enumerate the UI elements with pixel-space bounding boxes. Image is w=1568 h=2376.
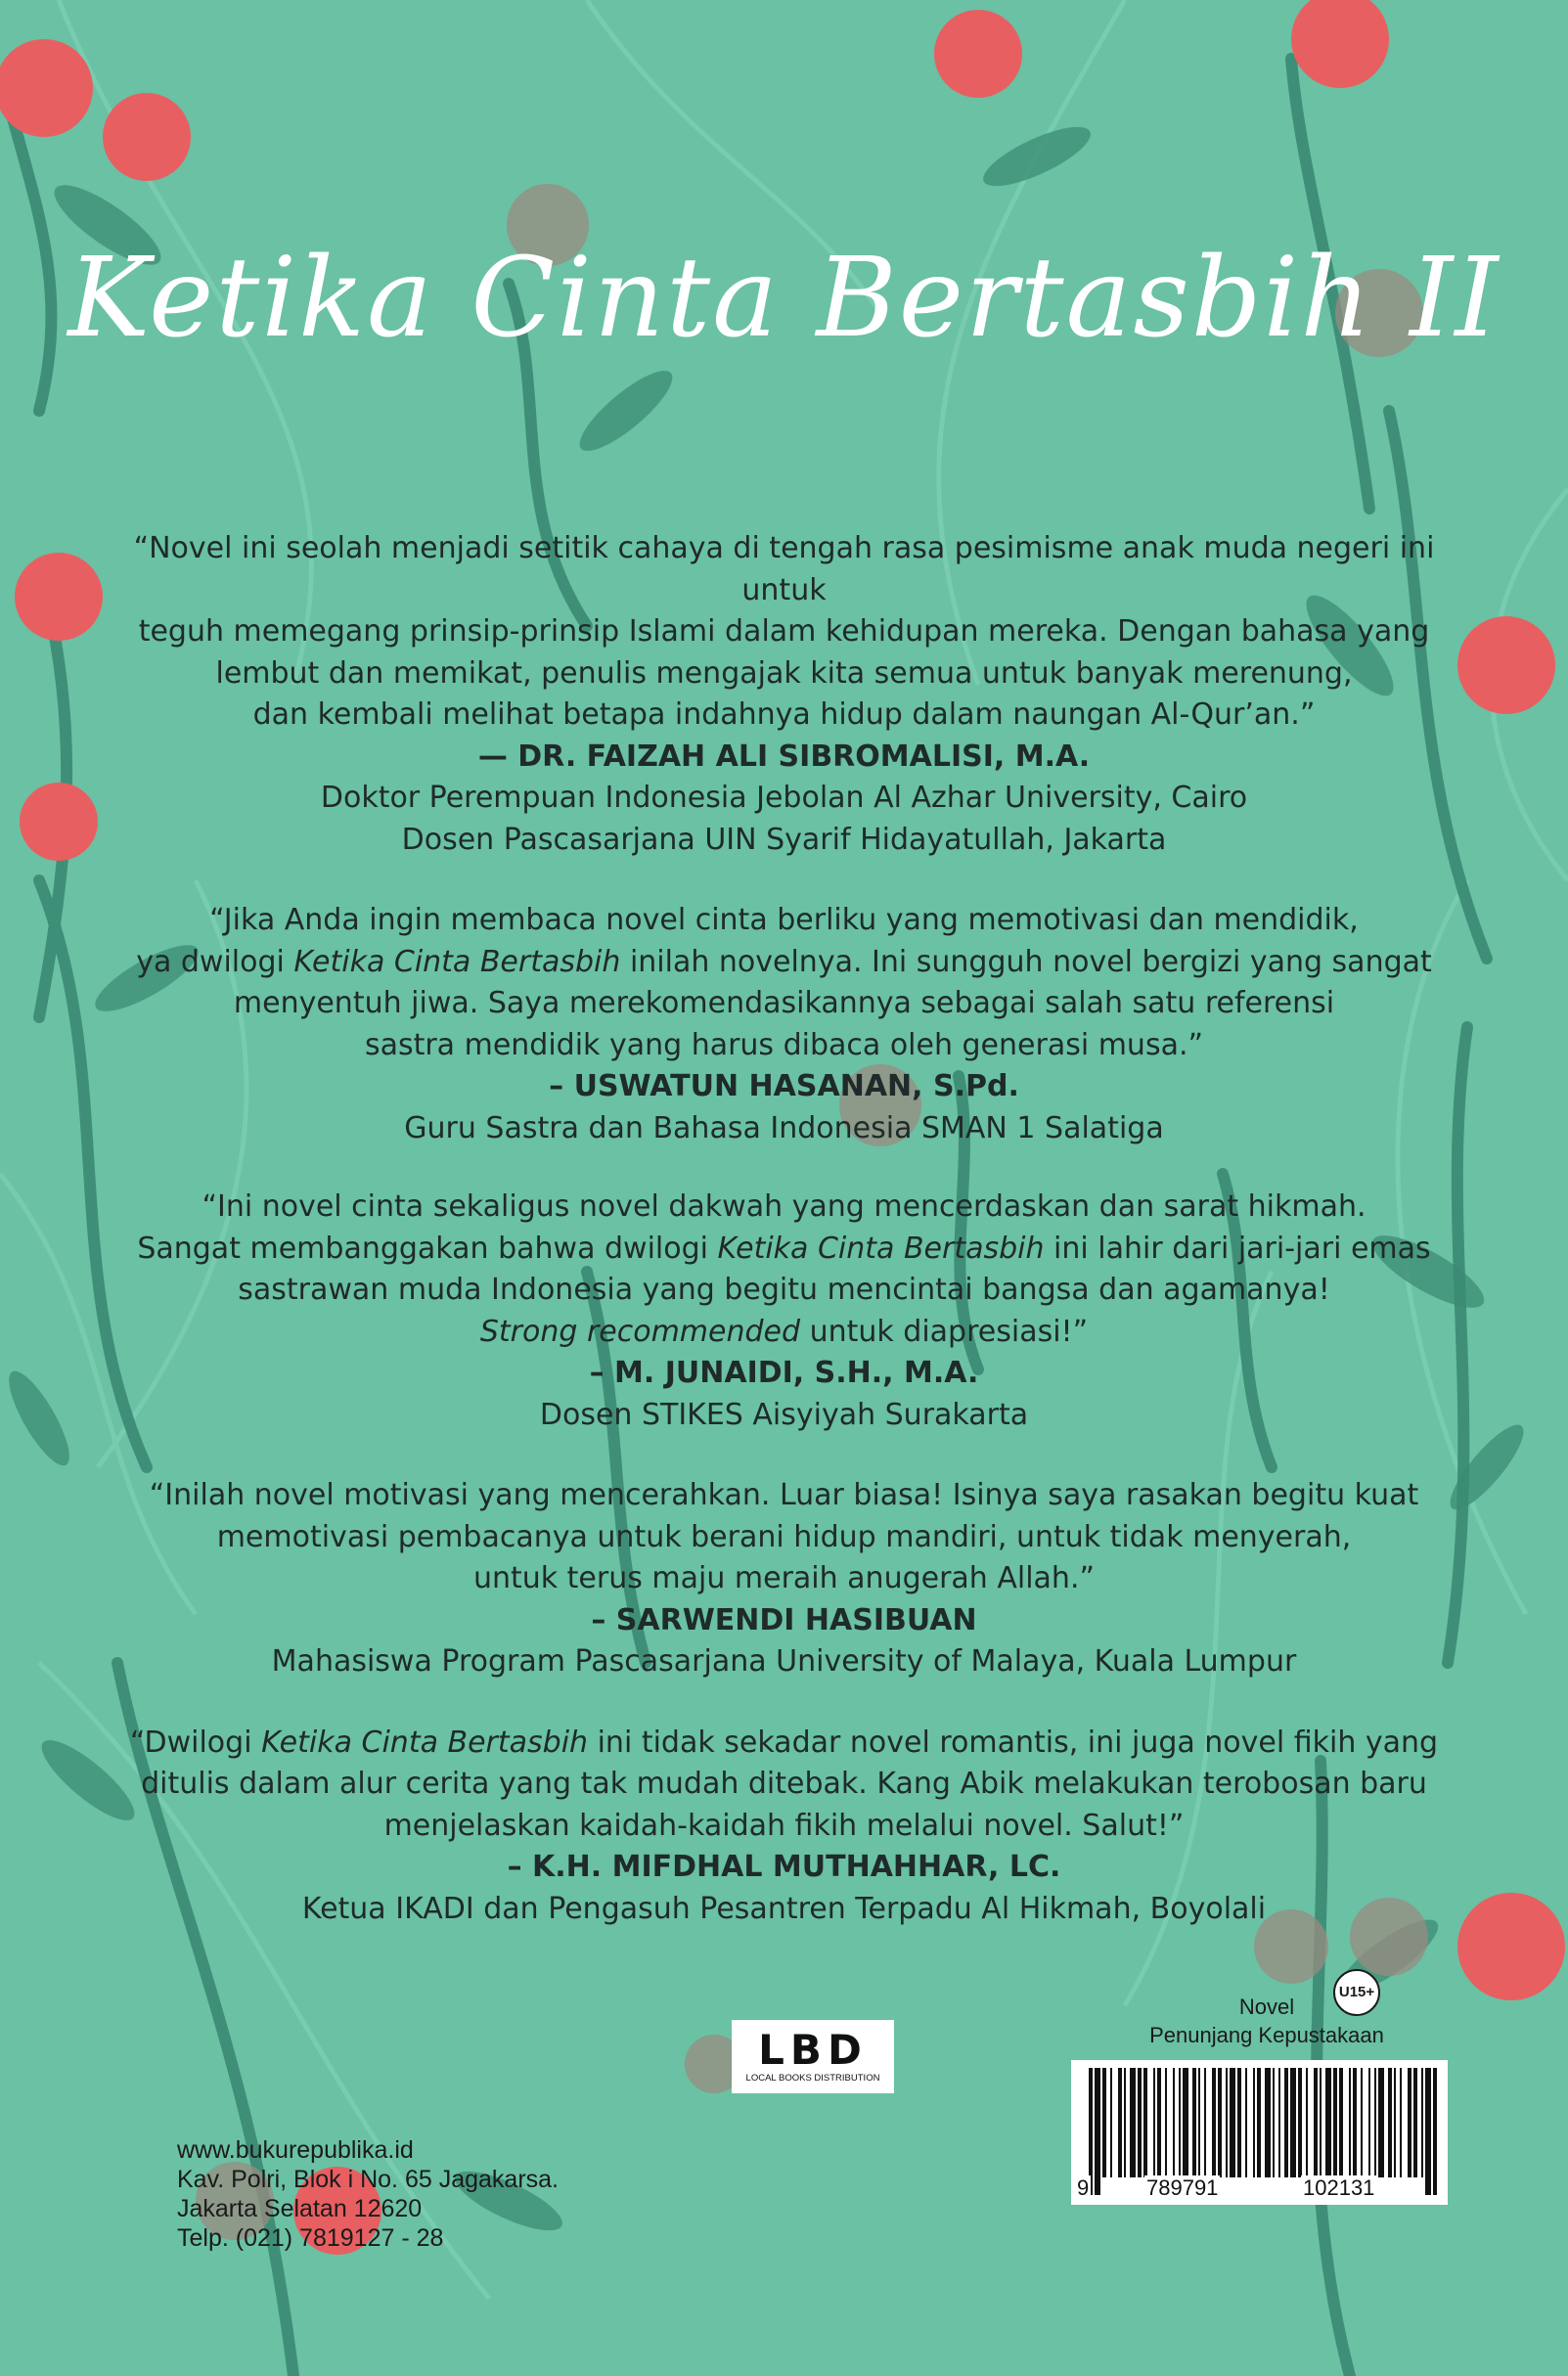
review-author: – SARWENDI HASIBUAN [591,1602,977,1637]
barcode-digits-left: 789791 [1146,2175,1219,2200]
barcode-bar [1298,2068,1302,2177]
review-quote-line: “Ini novel cinta sekaligus novel dakwah yang mencerdaskan dan sarat hikmah. [202,1189,1366,1224]
barcode-bar [1253,2068,1255,2177]
review-quote-line: menyentuh jiwa. Saya merekomendasikannya sebagai salah satu referensi [233,986,1335,1020]
review-quote-line: “Jika Anda ingin membaca novel cinta berliku yang memotivasi dan mendidik, [209,903,1359,937]
review-quote-line: “Dwilogi Ketika Cinta Bertasbih ini tidak sekadar novel romantis, ini juga novel fikih yang [129,1725,1439,1760]
barcode-bar [1400,2068,1402,2177]
review-3 [117,1187,1451,1436]
barcode-bar [1110,2068,1112,2177]
review-author: — DR. FAIZAH ALI SIBROMALISI, M.A. [477,739,1091,774]
barcode-bar [1388,2068,1392,2177]
barcode-bar [1353,2068,1357,2177]
barcode-digits-right: 102131 [1303,2175,1375,2200]
barcode-bar [1192,2068,1196,2177]
book-title: Ketika Cinta Bertasbih II [67,235,1501,362]
publisher-address [177,2135,559,2253]
barcode-bar [1198,2068,1200,2177]
review-affiliation: Ketua IKADI dan Pengasuh Pesantren Terpadu Al Hikmah, Boyolali [301,1891,1267,1926]
barcode-bar [1349,2068,1351,2177]
barcode-bar [1237,2068,1241,2177]
barcode-bar [1204,2068,1206,2177]
barcode-bar [1102,2068,1106,2177]
barcode-bar [1378,2068,1384,2177]
barcode-bar [1325,2068,1331,2177]
barcode-bar [1245,2068,1247,2177]
review-1 [117,528,1451,861]
barcode-bar [1306,2068,1308,2177]
barcode-bar [1421,2068,1423,2177]
barcode-bar [1157,2068,1161,2177]
barcode-bar [1361,2068,1363,2177]
barcode-bar [1165,2068,1167,2177]
logo-subtitle: LOCAL BOOKS DISTRIBUTION [745,2073,880,2084]
address-line: Kav. Polri, Blok i No. 65 Jagakarsa. [177,2166,559,2193]
review-quote-line: teguh memegang prinsip-prinsip Islami dalam kehidupan mereka. Dengan bahasa yang [138,614,1430,649]
review-quote-line: memotivasi pembacanya untuk berani hidup mandiri, untuk tidak menyerah, [216,1519,1352,1554]
age-rating-badge: U15+ [1333,1969,1380,2016]
review-affiliation: Dosen STIKES Aisyiyah Surakarta [539,1397,1029,1432]
barcode-bar [1179,2068,1181,2177]
reviews-section [117,528,1451,1930]
review-quote-line: menjelaskan kaidah-kaidah fikih melalui novel. Salut!” [383,1808,1185,1843]
barcode-bar [1290,2068,1296,2177]
barcode-bar [1394,2068,1396,2177]
barcode-bar [1130,2068,1136,2177]
review-quote-line: ditulis dalam alur cerita yang tak mudah ditebak. Kang Abik melakukan terobosan baru [141,1767,1427,1801]
review-quote-line: “Novel ini seolah menjadi setitik cahaya di tengah rasa pesimisme anak muda negeri ini untuk [133,531,1435,607]
barcode-bar [1138,2068,1142,2177]
barcode-bar [1226,2068,1228,2177]
barcode-bar [1173,2068,1175,2177]
barcode-bar [1333,2068,1337,2177]
barcode-bar [1124,2068,1126,2177]
barcode-bar [1095,2068,1100,2195]
barcode-bar [1284,2068,1288,2177]
review-author: – M. JUNAIDI, S.H., M.A. [589,1356,979,1390]
barcode-bar [1218,2068,1222,2177]
review-2 [117,900,1451,1149]
category-label: Novel [1238,1995,1295,2019]
review-quote-line: lembut dan memikat, penulis mengajak kita semua untuk banyak merenung, [215,655,1353,691]
review-quote-line: untuk terus maju meraih anugerah Allah.” [472,1561,1096,1595]
review-quote-line: “Inilah novel motivasi yang mencerahkan. Luar biasa! Isinya saya rasakan begitu kuat [149,1478,1419,1512]
review-quote-line: dan kembali melihat betapa indahnya hidup dalam naungan Al-Qur’an.” [252,697,1316,732]
isbn-barcode [1071,2060,1448,2205]
publisher-website: www.bukurepublika.id [177,2136,414,2164]
barcode-bar [1278,2068,1280,2177]
review-affiliation: Mahasiswa Program Pascasarjana University of Malaya, Kuala Lumpur [271,1644,1297,1679]
barcode-bar [1433,2068,1437,2195]
barcode-bar [1314,2068,1318,2177]
publisher-phone: Telp. (021) 7819127 - 28 [177,2224,444,2252]
barcode-bar [1265,2068,1271,2177]
review-quote-line: sastrawan muda Indonesia yang begitu mencintai bangsa dan agamanya! [238,1273,1330,1307]
barcode-bar [1368,2068,1370,2177]
review-author: – K.H. MIFDHAL MUTHAHHAR, LC. [507,1850,1061,1884]
barcode-bar [1425,2068,1431,2195]
review-4 [117,1475,1451,1683]
barcode-bar [1230,2068,1235,2177]
barcode-bar [1118,2068,1122,2177]
review-author: – USWATUN HASANAN, S.Pd. [549,1069,1019,1103]
address-line: Jakarta Selatan 12620 [177,2195,423,2222]
review-quote-line: Strong recommended untuk diapresiasi!” [479,1314,1089,1349]
publisher-logo [732,2020,894,2093]
review-5 [117,1723,1451,1931]
barcode-bar [1153,2068,1155,2177]
barcode-bar [1374,2068,1376,2177]
barcode-bar [1257,2068,1261,2177]
barcode-bar [1212,2068,1216,2177]
barcode-bar [1413,2068,1417,2177]
logo-mark: LBD [758,2026,868,2074]
review-quote-line: ya dwilogi Ketika Cinta Bertasbih inilah novelnya. Ini sungguh novel bergizi yang sangat [136,944,1432,979]
barcode-bar [1320,2068,1322,2177]
barcode-bar [1339,2068,1343,2177]
review-quote-line: Sangat membanggakan bahwa dwilogi Ketika Cinta Bertasbih ini lahir dari jari-jari emas [137,1231,1431,1266]
category-sublabel: Penunjang Kepustakaan [1149,2023,1384,2047]
barcode-bar [1143,2068,1147,2177]
review-affiliation: Doktor Perempuan Indonesia Jebolan Al Azhar University, Cairo [320,781,1248,815]
barcode-bar [1408,2068,1411,2177]
barcode-bar [1273,2068,1275,2177]
barcode-bars [1071,2060,1448,2205]
review-affiliation: Dosen Pascasarjana UIN Syarif Hidayatullah, Jakarta [401,822,1167,857]
review-quote-line: sastra mendidik yang harus dibaca oleh generasi musa.” [364,1027,1204,1062]
review-affiliation: Guru Sastra dan Bahasa Indonesia SMAN 1 Salatiga [404,1110,1164,1145]
barcode-digit-lead: 9 [1077,2175,1090,2200]
